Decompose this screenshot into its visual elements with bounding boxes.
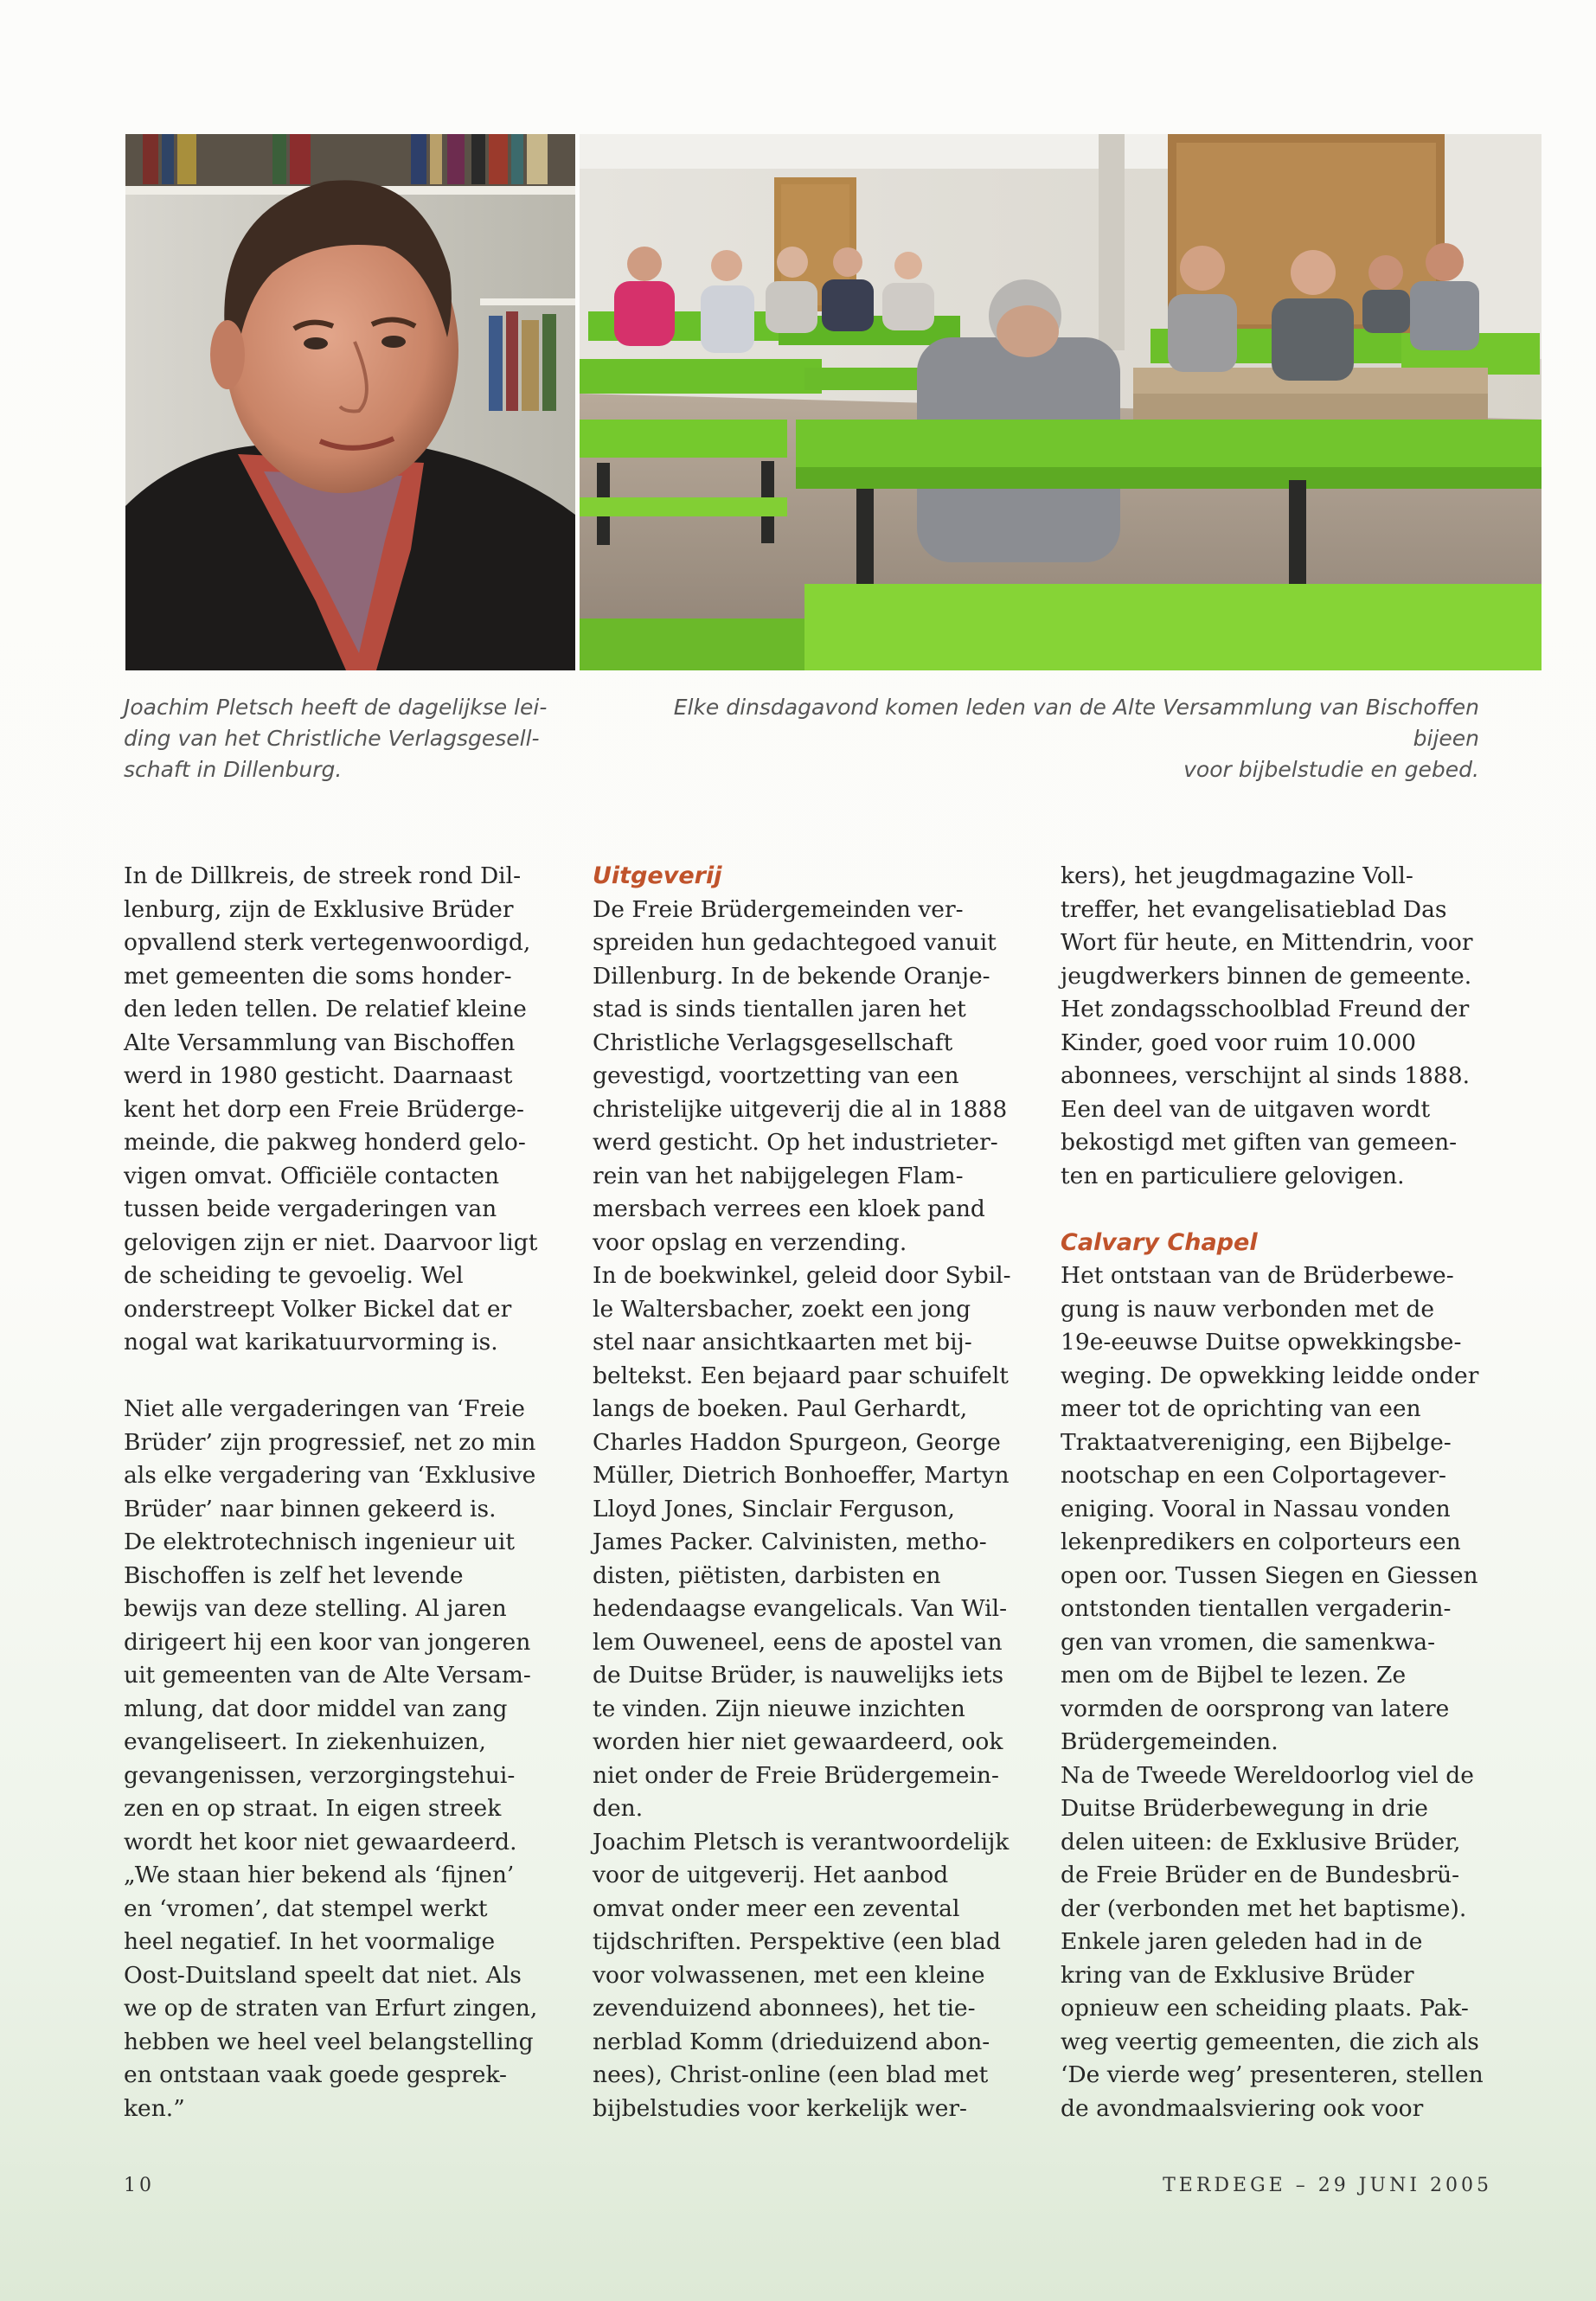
page-number: 10 (124, 2175, 155, 2196)
text-line: De Freie Brüdergemeinden ver- (593, 895, 964, 923)
text-line: de Duitse Brüder, is nauwelijks iets (593, 1662, 1004, 1689)
text-line: voor de uitgeverij. Het aanbod (593, 1862, 949, 1888)
article-column-2 (593, 860, 1025, 2125)
text-line: Müller, Dietrich Bonhoeffer, Martyn (593, 1462, 1010, 1489)
text-line: omvat onder meer een zevental (593, 1894, 960, 1922)
text-line: gelovigen zijn er niet. Daarvoor ligt (124, 1228, 538, 1256)
text-line: open oor. Tussen Siegen en Giessen (1061, 1561, 1478, 1589)
text-line: Dillenburg. In de bekende Oranje- (593, 962, 990, 990)
text-line: voor volwassenen, met een kleine (593, 1961, 985, 1989)
text-line: nogal wat karikatuurvorming is. (124, 1329, 498, 1356)
text-line: disten, piëtisten, darbisten en (593, 1561, 941, 1589)
text-line: kent het dorp een Freie Brüderge- (124, 1095, 524, 1123)
text-line: James Packer. Calvinisten, metho- (593, 1529, 987, 1555)
text-line: beltekst. Een bejaard paar schuifelt (593, 1362, 1009, 1389)
text-line: treffer, het evangelisatieblad Das (1061, 895, 1447, 923)
text-line: ‘De vierde weg’ presenteren, stellen (1061, 2061, 1484, 2088)
text-line: hebben we heel veel belangstelling (124, 2028, 534, 2055)
text-line: evangeliseert. In ziekenhuizen, (124, 1728, 486, 1755)
text-line: lekenpredikers en colporteurs een (1061, 1529, 1461, 1555)
text-line: Enkele jaren geleden had in de (1061, 1928, 1423, 1955)
text-line: jeugdwerkers binnen de gemeente. (1061, 962, 1472, 990)
text-line: In de Dillkreis, de streek rond Dil- (124, 862, 522, 889)
text-line: vigen omvat. Officiële contacten (124, 1162, 500, 1189)
text-line: gevestigd, voortzetting van een (593, 1062, 959, 1089)
text-line: men om de Bijbel te lezen. Ze (1061, 1662, 1407, 1689)
text-line: De elektrotechnisch ingenieur uit (124, 1529, 516, 1555)
text-line: heel negatief. In het voormalige (124, 1928, 496, 1955)
text-line: christelijke uitgeverij die al in 1888 (593, 1095, 1008, 1123)
text-line: en ‘vromen’, dat stempel werkt (124, 1894, 488, 1922)
text-line: le Waltersbacher, zoekt een jong (593, 1295, 971, 1323)
text-line: meinde, die pakweg honderd gelo- (124, 1129, 526, 1156)
text-line: gung is nauw verbonden met de (1061, 1295, 1434, 1323)
text-line: meer tot de oprichting van een (1061, 1395, 1421, 1422)
text-line: bijbelstudies voor kerkelijk wer- (593, 2094, 967, 2122)
text-line: Joachim Pletsch is verantwoordelijk (593, 1828, 1010, 1856)
text-line: Brüdergemeinden. (1061, 1728, 1279, 1755)
text-line: „We staan hier bekend als ‘fijnen’ (124, 1862, 515, 1888)
text-line: lem Ouweneel, eens de apostel van (593, 1628, 1003, 1656)
text-line: rein van het nabijgelegen Flam- (593, 1162, 964, 1189)
text-line: ken.” (124, 2094, 185, 2122)
text-line: als elke vergadering van ‘Exklusive (124, 1462, 536, 1489)
text-line: den leden tellen. De relatief kleine (124, 996, 527, 1022)
text-line: In de boekwinkel, geleid door Sybil- (593, 1262, 1011, 1289)
magazine-issue-line: TERDEGE – 29 JUNI 2005 (1163, 2175, 1492, 2196)
text-line: ontstonden tientallen vergaderin- (1061, 1595, 1452, 1622)
text-line: weg veertig gemeenten, die zich als (1061, 2028, 1479, 2055)
photo-caption-left: Joachim Pletsch heeft de dagelijkse lei- ding van het Christliche Verlagsgesell- schaft in Dillenburg. (124, 695, 548, 782)
portrait-photo (125, 134, 575, 670)
text-line: Het zondagsschoolblad Freund der (1061, 996, 1470, 1022)
text-line: voor opslag en verzending. (593, 1228, 907, 1256)
photo-caption-right: Elke dinsdagavond komen leden van de Alte Versammlung van Bischoffen bijeen voor bijbelstudie en gebed. (673, 695, 1479, 782)
text-line: werd gesticht. Op het industrieter- (593, 1129, 998, 1156)
text-line: Kinder, goed voor ruim 10.000 (1061, 1029, 1417, 1056)
text-line: Brüder’ naar binnen gekeerd is. (124, 1495, 497, 1522)
text-line: den. (593, 1795, 644, 1822)
text-line: Alte Versammlung van Bischoffen (124, 1029, 516, 1056)
text-line: Niet alle vergaderingen van ‘Freie (124, 1395, 525, 1422)
text-line: werd in 1980 gesticht. Daarnaast (124, 1062, 513, 1089)
text-line: lenburg, zijn de Exklusive Brüder (124, 895, 514, 923)
text-line: der (verbonden met het baptisme). (1061, 1894, 1467, 1922)
text-line: ten en particuliere gelovigen. (1061, 1162, 1405, 1189)
article-column-3 (1061, 860, 1497, 2125)
text-line: hedendaagse evangelicals. Van Wil- (593, 1595, 1008, 1622)
text-line: gevangenissen, verzorgingstehui- (124, 1761, 516, 1789)
text-line: dirigeert hij een koor van jongeren (124, 1628, 531, 1656)
text-line: stel naar ansichtkaarten met bij- (593, 1329, 972, 1356)
text-line: Lloyd Jones, Sinclair Ferguson, (593, 1495, 955, 1522)
text-line: Een deel van de uitgaven wordt (1061, 1095, 1431, 1123)
text-line: de scheiding te gevoelig. Wel (124, 1262, 464, 1289)
text-line: Duitse Brüderbewegung in drie (1061, 1795, 1428, 1822)
text-line: zen en op straat. In eigen streek (124, 1795, 502, 1822)
section-heading: Uitgeverij (593, 862, 722, 889)
section-heading: Calvary Chapel (1061, 1228, 1258, 1256)
text-line: we op de straten van Erfurt zingen, (124, 1995, 538, 2022)
text-line: en ontstaan vaak goede gesprek- (124, 2061, 508, 2088)
text-line: nootschap en een Colportagever- (1061, 1462, 1447, 1489)
text-line: onderstreept Volker Bickel dat er (124, 1295, 512, 1323)
text-line: langs de boeken. Paul Gerhardt, (593, 1395, 968, 1422)
article-column-1 (124, 860, 556, 2125)
text-line: tussen beide vergaderingen van (124, 1195, 497, 1222)
text-line: Wort für heute, en Mittendrin, voor (1061, 929, 1473, 956)
text-line: tijdschriften. Perspektive (een blad (593, 1928, 1001, 1955)
text-line: abonnees, verschijnt al sinds 1888. (1061, 1062, 1471, 1089)
text-line: Het ontstaan van de Brüderbewe- (1061, 1262, 1454, 1289)
text-line: delen uiteen: de Exklusive Brüder, (1061, 1828, 1461, 1856)
text-line: nerblad Komm (drieduizend abon- (593, 2028, 990, 2055)
text-line: Charles Haddon Spurgeon, George (593, 1428, 1001, 1456)
text-line: eniging. Vooral in Nassau vonden (1061, 1495, 1451, 1522)
text-line: Traktaatvereniging, een Bijbelge- (1061, 1428, 1452, 1456)
text-line: wordt het koor niet gewaardeerd. (124, 1828, 517, 1856)
text-line: niet onder de Freie Brüdergemein- (593, 1761, 999, 1789)
text-line: opvallend sterk vertegenwoordigd, (124, 929, 531, 956)
text-line: stad is sinds tientallen jaren het (593, 996, 966, 1022)
text-line: zevenduizend abonnees), het tie- (593, 1995, 976, 2022)
text-line: uit gemeenten van de Alte Versam- (124, 1662, 531, 1689)
text-line: mersbach verrees een kloek pand (593, 1195, 985, 1222)
paragraph-gap (1061, 1193, 1497, 1227)
text-line: de Freie Brüder en de Bundesbrü- (1061, 1862, 1460, 1888)
text-line: gen van vromen, die samenkwa- (1061, 1628, 1436, 1656)
text-line: de avondmaalsviering ook voor (1061, 2094, 1424, 2122)
text-line: Bischoffen is zelf het levende (124, 1561, 464, 1589)
meeting-room-photo (580, 134, 1542, 670)
text-line: Na de Tweede Wereldoorlog viel de (1061, 1761, 1474, 1789)
text-line: Christliche Verlagsgesellschaft (593, 1029, 953, 1056)
text-line: nees), Christ-online (een blad met (593, 2061, 989, 2088)
text-line: Brüder’ zijn progressief, net zo min (124, 1428, 536, 1456)
text-line: worden hier niet gewaardeerd, ook (593, 1728, 1003, 1755)
text-line: bewijs van deze stelling. Al jaren (124, 1595, 507, 1622)
text-line: kers), het jeugdmagazine Voll- (1061, 862, 1413, 889)
text-line: mlung, dat door middel van zang (124, 1695, 508, 1722)
text-line: 19e-eeuwse Duitse opwekkingsbe- (1061, 1329, 1462, 1356)
text-line: met gemeenten die soms honder- (124, 962, 512, 990)
text-line: vormden de oorsprong van latere (1061, 1695, 1450, 1722)
text-line: Oost-Duitsland speelt dat niet. Als (124, 1961, 522, 1989)
text-line: opnieuw een scheiding plaats. Pak- (1061, 1995, 1469, 2022)
paragraph-gap (124, 1360, 556, 1394)
text-line: te vinden. Zijn nieuwe inzichten (593, 1695, 965, 1722)
text-line: kring van de Exklusive Brüder (1061, 1961, 1414, 1989)
text-line: bekostigd met giften van gemeen- (1061, 1129, 1458, 1156)
text-line: spreiden hun gedachtegoed vanuit (593, 929, 997, 956)
text-line: weging. De opwekking leidde onder (1061, 1362, 1479, 1389)
